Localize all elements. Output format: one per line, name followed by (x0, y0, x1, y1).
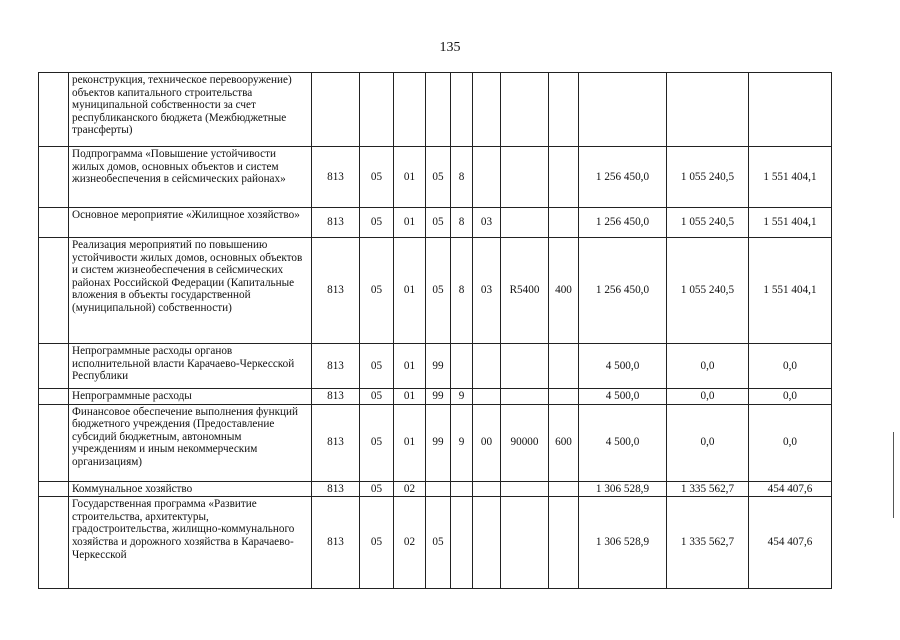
blank-cell (39, 497, 69, 589)
amount-year2-cell: 1 055 240,5 (667, 208, 749, 238)
vr-cell (549, 73, 579, 147)
table-row (39, 389, 832, 405)
amount-year2-cell: 1 335 562,7 (667, 481, 749, 497)
amount-year3-cell: 1 551 404,1 (749, 208, 832, 238)
budget-table (38, 72, 832, 589)
rz-cell: 05 (360, 497, 394, 589)
vr-cell (549, 389, 579, 405)
row-name-cell: Реализация мероприятий по повышению устойчивости жилых домов, основных объектов и систем жизнеобеспечения в сейсмических районах Российской Федерации (Капитальные вложения в объекты государственной (муниципальной) собственности) (69, 238, 312, 344)
amount-year3-cell: 0,0 (749, 344, 832, 389)
rz-cell: 05 (360, 208, 394, 238)
vr-cell (549, 147, 579, 208)
blank-cell (39, 344, 69, 389)
table-row (39, 497, 832, 589)
amount-year2-cell: 1 055 240,5 (667, 147, 749, 208)
pr-cell: 01 (394, 389, 426, 405)
amount-year3-cell: 0,0 (749, 404, 832, 481)
page-number: 135 (439, 40, 461, 55)
pr-cell: 02 (394, 497, 426, 589)
vr-cell (549, 481, 579, 497)
cs3-cell (473, 73, 501, 147)
cs3-cell (473, 344, 501, 389)
cs2-cell (451, 73, 473, 147)
cs2-cell: 9 (451, 404, 473, 481)
rz-cell: 05 (360, 344, 394, 389)
cs1-cell (426, 73, 451, 147)
amount-year1-cell: 4 500,0 (579, 389, 667, 405)
blank-cell (39, 73, 69, 147)
cs1-cell: 05 (426, 208, 451, 238)
blank-cell (39, 238, 69, 344)
cs1-cell: 99 (426, 404, 451, 481)
amount-year1-cell: 1 256 450,0 (579, 147, 667, 208)
pr-cell: 02 (394, 481, 426, 497)
pr-cell (394, 73, 426, 147)
amount-year2-cell (667, 73, 749, 147)
rz-cell: 05 (360, 238, 394, 344)
table-row (39, 344, 832, 389)
amount-year2-cell: 0,0 (667, 404, 749, 481)
table-row (39, 73, 832, 147)
cs3-cell (473, 147, 501, 208)
vr-cell: 400 (549, 238, 579, 344)
cs2-cell (451, 481, 473, 497)
row-name-cell: Основное мероприятие «Жилищное хозяйство» (69, 208, 312, 238)
cs3-cell: 00 (473, 404, 501, 481)
row-name-cell: Финансовое обеспечение выполнения функций бюджетного учреждения (Предоставление субсидий бюджетным, автономным учреждениям и иным некоммерческим организациям) (69, 404, 312, 481)
cs4-cell (501, 389, 549, 405)
cs1-cell: 05 (426, 497, 451, 589)
amount-year3-cell: 454 407,6 (749, 497, 832, 589)
amount-year2-cell: 0,0 (667, 389, 749, 405)
cs4-cell (501, 481, 549, 497)
cs2-cell (451, 497, 473, 589)
ved-cell: 813 (312, 344, 360, 389)
pr-cell: 01 (394, 404, 426, 481)
ved-cell: 813 (312, 404, 360, 481)
cs1-cell: 05 (426, 147, 451, 208)
cs2-cell: 8 (451, 147, 473, 208)
rz-cell: 05 (360, 404, 394, 481)
cs2-cell: 8 (451, 238, 473, 344)
blank-cell (39, 389, 69, 405)
cs3-cell (473, 481, 501, 497)
cs3-cell: 03 (473, 238, 501, 344)
table-row (39, 238, 832, 344)
cs4-cell (501, 208, 549, 238)
rz-cell: 05 (360, 389, 394, 405)
pr-cell: 01 (394, 344, 426, 389)
row-name-cell: Непрограммные расходы органов исполнительной власти Карачаево-Черкесской Республики (69, 344, 312, 389)
cs1-cell: 05 (426, 238, 451, 344)
cs4-cell (501, 73, 549, 147)
cs3-cell (473, 497, 501, 589)
ved-cell (312, 73, 360, 147)
amount-year3-cell: 0,0 (749, 389, 832, 405)
ved-cell: 813 (312, 238, 360, 344)
cs1-cell: 99 (426, 389, 451, 405)
rz-cell: 05 (360, 481, 394, 497)
blank-cell (39, 147, 69, 208)
table-row (39, 147, 832, 208)
pr-cell: 01 (394, 147, 426, 208)
rz-cell: 05 (360, 147, 394, 208)
amount-year1-cell (579, 73, 667, 147)
cs2-cell: 9 (451, 389, 473, 405)
ved-cell: 813 (312, 208, 360, 238)
blank-cell (39, 404, 69, 481)
margin-line (893, 432, 894, 518)
ved-cell: 813 (312, 147, 360, 208)
cs3-cell (473, 389, 501, 405)
row-name-cell: Непрограммные расходы (69, 389, 312, 405)
vr-cell: 600 (549, 404, 579, 481)
row-name-cell: Государственная программа «Развитие строительства, архитектуры, градостроительства, жилищно-коммунального хозяйства и дорожного хозяйства в Карачаево-Черкесской (69, 497, 312, 589)
ved-cell: 813 (312, 497, 360, 589)
cs3-cell: 03 (473, 208, 501, 238)
vr-cell (549, 208, 579, 238)
vr-cell (549, 497, 579, 589)
cs4-cell (501, 497, 549, 589)
amount-year1-cell: 1 256 450,0 (579, 238, 667, 344)
table-row (39, 404, 832, 481)
amount-year3-cell: 1 551 404,1 (749, 238, 832, 344)
amount-year1-cell: 1 306 528,9 (579, 497, 667, 589)
blank-cell (39, 481, 69, 497)
cs4-cell (501, 344, 549, 389)
amount-year1-cell: 1 256 450,0 (579, 208, 667, 238)
cs4-cell: R5400 (501, 238, 549, 344)
cs4-cell: 90000 (501, 404, 549, 481)
blank-cell (39, 208, 69, 238)
cs1-cell: 99 (426, 344, 451, 389)
amount-year2-cell: 0,0 (667, 344, 749, 389)
ved-cell: 813 (312, 481, 360, 497)
pr-cell: 01 (394, 238, 426, 344)
amount-year1-cell: 4 500,0 (579, 344, 667, 389)
amount-year2-cell: 1 055 240,5 (667, 238, 749, 344)
pr-cell: 01 (394, 208, 426, 238)
row-name-cell: Коммунальное хозяйство (69, 481, 312, 497)
table-row (39, 208, 832, 238)
cs4-cell (501, 147, 549, 208)
vr-cell (549, 344, 579, 389)
cs2-cell: 8 (451, 208, 473, 238)
table-row (39, 481, 832, 497)
amount-year3-cell: 454 407,6 (749, 481, 832, 497)
amount-year1-cell: 4 500,0 (579, 404, 667, 481)
amount-year1-cell: 1 306 528,9 (579, 481, 667, 497)
amount-year2-cell: 1 335 562,7 (667, 497, 749, 589)
cs1-cell (426, 481, 451, 497)
rz-cell (360, 73, 394, 147)
cs2-cell (451, 344, 473, 389)
ved-cell: 813 (312, 389, 360, 405)
row-name-cell: реконструкция, техническое перевооружение) объектов капитального строительства муниципальной собственности за счет республиканского бюджета (Межбюджетные трансферты) (69, 73, 312, 147)
amount-year3-cell (749, 73, 832, 147)
row-name-cell: Подпрограмма «Повышение устойчивости жилых домов, основных объектов и систем жизнеобеспечения в сейсмических районах» (69, 147, 312, 208)
amount-year3-cell: 1 551 404,1 (749, 147, 832, 208)
